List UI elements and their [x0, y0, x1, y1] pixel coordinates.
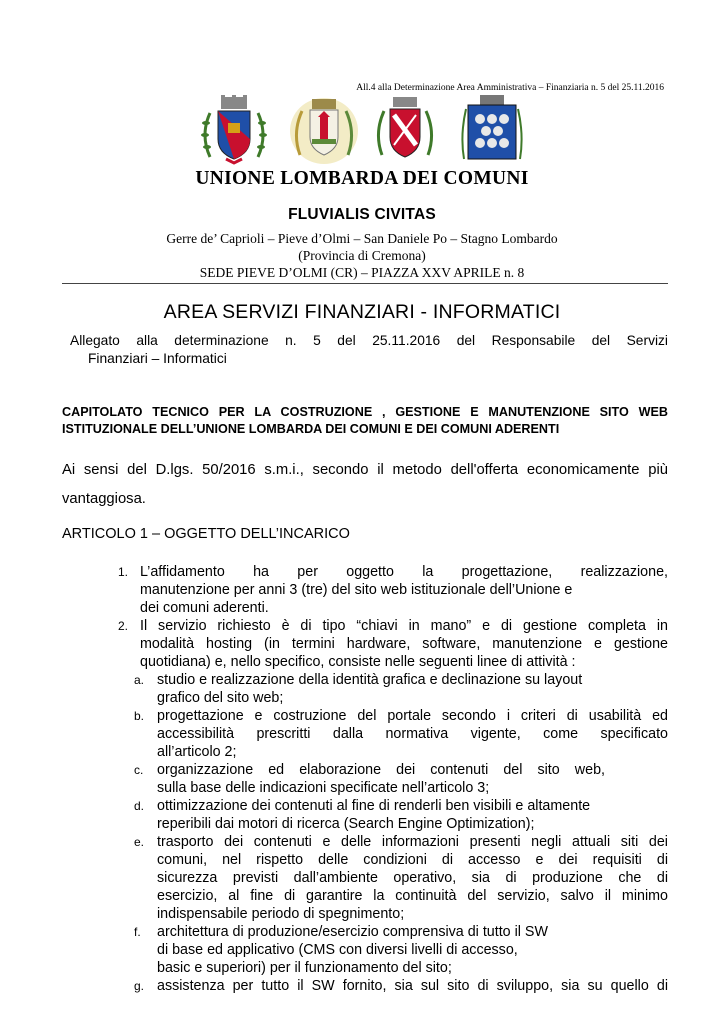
document-title-line-2: ISTITUZIONALE DELL’UNIONE LOMBARDA DEI COMUNI E DEI COMUNI ADERENTI [62, 422, 560, 436]
annex-note: All.4 alla Determinazione Area Amministrativa – Finanziaria n. 5 del 25.11.2016 [356, 83, 664, 93]
attachment-line-2: Finanziari – Informatici [88, 351, 227, 366]
subitem-line: reperibili dai motori di ricerca (Search Engine Optimization); [157, 816, 535, 832]
intro-paragraph [62, 456, 668, 514]
item-line: L’affidamento ha per oggetto la progettazione, realizzazione, [140, 564, 668, 580]
subitem-line: accessibilità prescritti dalla normativa vigente, come specificato [157, 726, 668, 742]
subitem-letter: b. [134, 709, 145, 723]
item-line: dei comuni aderenti. [140, 600, 269, 616]
subitem-line: esercizio, al fine di garantire la continuità del servizio, salvo il minimo [157, 888, 668, 904]
subitem-line: architettura di produzione/esercizio comprensiva di tutto il SW [157, 924, 548, 940]
item-number: 1. [118, 565, 129, 579]
crest-gerre-icon [198, 95, 270, 170]
municipalities-line: Gerre de’ Caprioli – Pieve d’Olmi – San Daniele Po – Stagno Lombardo [166, 231, 558, 246]
subitem-line: organizzazione ed elaborazione dei contenuti del sito web, [157, 762, 605, 778]
document-title-line-1: CAPITOLATO TECNICO PER LA COSTRUZIONE , GESTIONE E MANUTENZIONE SITO WEB [62, 405, 668, 419]
crests-row [198, 95, 528, 165]
intro-line-2: vantaggiosa. [62, 491, 146, 507]
organization-subtitle: FLUVIALIS CIVITAS [288, 206, 436, 223]
subitem-line: comuni, nel rispetto delle condizioni di accesso e dei requisiti di [157, 852, 668, 868]
subitem-line: sicurezza previsti dall’ambiente operativo, sia di produzione che di [157, 870, 668, 886]
area-title: AREA SERVIZI FINANZIARI - INFORMATICI [163, 301, 561, 323]
subitem-letter: e. [134, 835, 145, 849]
subitem-letter: f. [134, 925, 141, 939]
subitem-line: trasporto dei contenuti e delle informazioni presenti negli attuali siti dei [157, 834, 668, 850]
subitem-line: sulla base delle indicazioni specificate nell’articolo 3; [157, 780, 490, 796]
header-divider [62, 283, 668, 284]
subitem-letter: g. [134, 979, 145, 993]
subitem-line: assistenza per tutto il SW fornito, sia sul sito di sviluppo, sia su quello di [157, 978, 668, 994]
item-line: Il servizio richiesto è di tipo “chiavi in mano” e di gestione completa in [140, 618, 668, 634]
subitem-letter: c. [134, 763, 144, 777]
subitem-line: progettazione e costruzione del portale secondo i criteri di usabilità ed [157, 708, 668, 724]
item-line: quotidiana) e, nello specifico, consiste nelle seguenti linee di attività : [140, 654, 576, 670]
seat-line: SEDE PIEVE D’OLMI (CR) – PIAZZA XXV APRILE n. 8 [199, 265, 525, 280]
item-number: 2. [118, 619, 129, 633]
subitem-line: ottimizzazione dei contenuti al fine di renderli ben visibili e altamente [157, 798, 591, 814]
item-line: manutenzione per anni 3 (tre) del sito web istituzionale dell’Unione e [140, 582, 573, 598]
subitem-line: studio e realizzazione della identità grafica e declinazione su layout [157, 672, 583, 688]
attachment-line-1: Allegato alla determinazione n. 5 del 25.11.2016 del Responsabile del Servizi [70, 333, 668, 348]
crest-stagno-icon [460, 95, 524, 170]
intro-line-1: Ai sensi del D.lgs. 50/2016 s.m.i., secondo il metodo dell'offerta economicamente più [62, 462, 668, 478]
province-line: (Provincia di Cremona) [298, 248, 426, 263]
crest-pieve-icon [288, 95, 360, 170]
subitem-letter: a. [134, 673, 145, 687]
crest-san-daniele-icon [374, 95, 436, 170]
subitem-line: di base ed applicativo (CMS con diversi livelli di accesso, [157, 942, 518, 958]
item-line: modalità hosting (in termini hardware, software, manutenzione e gestione [140, 636, 668, 652]
subitem-letter: d. [134, 799, 145, 813]
article-heading: ARTICOLO 1 – OGGETTO DELL’INCARICO [62, 526, 350, 542]
subitem-line: basic e superiori) per il funzionamento del sito; [157, 960, 452, 976]
document-title [62, 404, 668, 438]
subitem-line: grafico del sito web; [157, 690, 284, 706]
subitem-line: all’articolo 2; [157, 744, 237, 760]
organization-title: UNIONE LOMBARDA DEI COMUNI [195, 168, 529, 189]
subitem-line: indispensabile periodo di spegnimento; [157, 906, 405, 922]
